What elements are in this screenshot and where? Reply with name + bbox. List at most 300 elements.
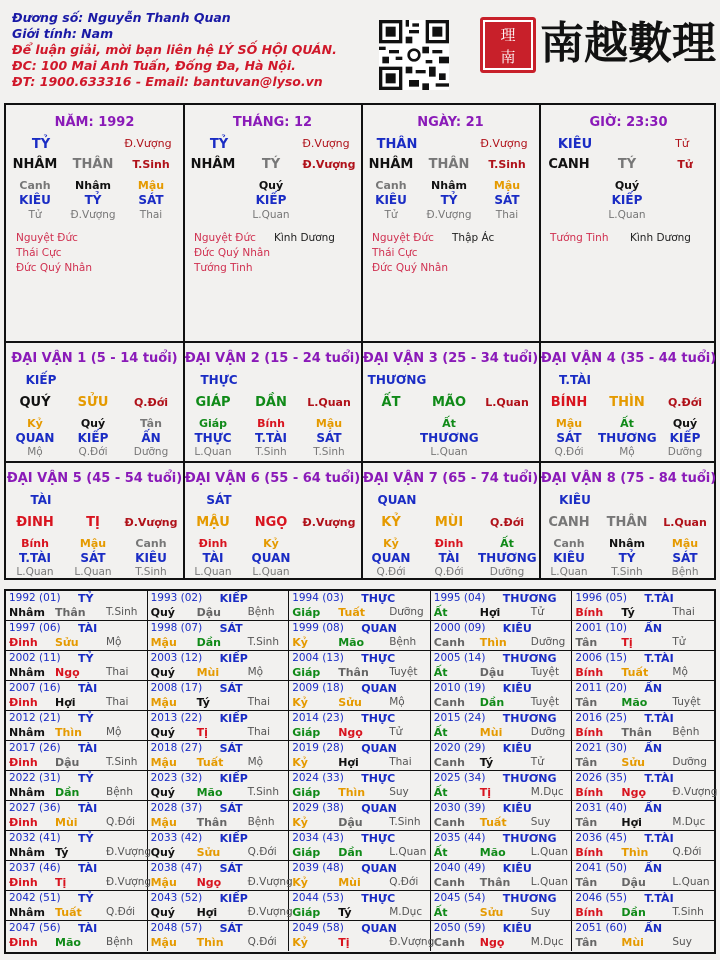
year-branch: Thìn	[479, 636, 507, 649]
hidden-state: Đ.Vượng	[426, 209, 472, 221]
year-ten-god: TỶ	[78, 652, 94, 665]
year-stem: Kỷ	[292, 816, 308, 829]
year-cell	[431, 801, 573, 831]
year-ten-god: TÀI	[78, 682, 98, 695]
hidden-ten-god: TÀI	[202, 551, 224, 565]
year-cell	[572, 771, 718, 801]
year-state: Q.Đới	[106, 906, 136, 918]
year-stem: Tân	[575, 696, 598, 709]
year-branch: Ngọ	[621, 786, 647, 799]
year-branch: Thìn	[55, 726, 82, 739]
pillar-branch: TÝ	[261, 157, 281, 172]
pillar-ten-god: TỶ	[31, 137, 51, 152]
year-ten-god: KIÊU	[502, 862, 532, 875]
year-ten-god: THƯƠNG	[502, 832, 557, 845]
year-stem: Tân	[575, 936, 598, 949]
luck-ten-god: THƯƠNG	[367, 373, 427, 387]
hidden-stem: Mậu	[79, 537, 107, 550]
year-ten-god: KIÊU	[502, 802, 532, 815]
year-stem: Tân	[575, 756, 598, 769]
year-stem: Bính	[575, 666, 604, 679]
star-auspicious: Đức Quý Nhân	[194, 247, 270, 259]
year-label: 2024 (33)	[292, 772, 344, 784]
hidden-state: Q.Đới	[554, 446, 584, 458]
year-cell	[431, 771, 573, 801]
hidden-stem: Mậu	[137, 179, 165, 192]
year-state: Bệnh	[672, 726, 700, 738]
year-cell	[431, 591, 573, 621]
year-stem: Bính	[575, 606, 604, 619]
year-cell	[289, 741, 431, 771]
year-branch: Sửu	[55, 636, 79, 649]
pillar-branch-state: Tử	[677, 158, 693, 171]
hidden-stem: Đinh	[434, 537, 464, 550]
year-cell	[6, 711, 148, 741]
year-state: Mộ	[106, 636, 122, 648]
year-stem: Nhâm	[9, 726, 45, 739]
pillar-cell	[184, 105, 361, 341]
hidden-stem: Quý	[614, 179, 640, 192]
luck-branch: NGỌ	[254, 515, 288, 530]
luck-state: L.Quan	[307, 396, 351, 409]
year-cell	[431, 621, 573, 651]
year-label: 2032 (41)	[9, 832, 61, 844]
hidden-ten-god: TỶ	[84, 193, 102, 207]
year-label: 2045 (54)	[433, 892, 486, 904]
year-label: 2048 (57)	[150, 922, 203, 934]
year-state: T.Sinh	[106, 756, 138, 768]
year-stem: Bính	[575, 846, 604, 859]
year-stem: Kỷ	[292, 636, 308, 649]
year-state: Dưỡng	[672, 756, 707, 768]
year-ten-god: SÁT	[219, 862, 243, 875]
year-cell	[148, 801, 290, 831]
year-state: Tử	[672, 636, 686, 648]
hidden-state: Đ.Vượng	[70, 209, 116, 221]
hidden-state: Mộ	[619, 446, 635, 458]
hidden-stem: Bính	[21, 537, 49, 550]
hidden-ten-god: KIẾP	[255, 193, 287, 207]
table-row	[6, 741, 714, 771]
year-state: Mộ	[672, 666, 688, 678]
year-state: Tử	[389, 726, 403, 738]
year-stem: Mậu	[150, 816, 177, 829]
year-stem: Quý	[150, 906, 175, 919]
year-cell	[572, 711, 714, 741]
luck-pillar-title: ĐẠI VẬN 7 (65 - 74 tuổi)	[362, 471, 539, 486]
year-cell	[148, 831, 290, 861]
luck-pillar-cell	[362, 343, 539, 461]
year-ten-god: ẤN	[644, 622, 663, 635]
year-state: T.Sinh	[389, 816, 421, 828]
year-label: 2001 (10)	[575, 622, 628, 634]
year-cell	[431, 921, 573, 951]
pillar-branch: THÂN	[72, 157, 114, 172]
hidden-ten-god: KIẾP	[611, 193, 643, 207]
year-ten-god: QUAN	[361, 742, 397, 755]
year-cell	[148, 621, 290, 651]
year-branch: Tị	[55, 876, 67, 889]
year-branch: Tuất	[479, 816, 507, 829]
year-ten-god: KIẾP	[219, 652, 248, 665]
year-cell	[6, 891, 148, 921]
luck-pillar-cell	[540, 343, 717, 461]
year-label: 2007 (16)	[9, 682, 61, 694]
year-stem: Tân	[575, 876, 598, 889]
year-state: T.Sinh	[106, 606, 138, 618]
year-stem: Ất	[433, 666, 448, 679]
year-cell	[431, 651, 573, 681]
year-state: M.Dục	[530, 786, 564, 798]
logo-char: 南	[540, 18, 584, 69]
year-ten-god: THỰC	[361, 712, 396, 725]
pillar-cell	[362, 105, 539, 341]
year-cell	[148, 891, 293, 921]
logo-char: 理	[672, 18, 716, 69]
year-stem: Quý	[150, 846, 175, 859]
year-stem: Canh	[433, 876, 465, 889]
year-ten-god: TÀI	[78, 922, 98, 935]
svg-text:南: 南	[500, 48, 516, 66]
year-ten-god: THỰC	[361, 652, 396, 665]
pillar-title: NĂM: 1992	[54, 115, 135, 130]
year-stem: Kỷ	[292, 756, 308, 769]
year-state: Suy	[530, 816, 551, 828]
hidden-ten-god: THƯƠNG	[598, 431, 657, 445]
hidden-ten-god: SÁT	[80, 551, 106, 565]
year-branch: Thân	[55, 606, 86, 619]
hidden-ten-god: KIÊU	[553, 551, 585, 565]
year-branch: Tuất	[196, 756, 224, 769]
year-label: 2006 (15)	[575, 652, 628, 664]
year-stem: Đinh	[9, 636, 38, 649]
year-label: 2020 (29)	[433, 742, 486, 754]
year-cell	[572, 651, 714, 681]
year-stem: Giáp	[292, 846, 321, 859]
hidden-stem: Bính	[257, 417, 285, 430]
year-ten-god: QUAN	[361, 622, 397, 635]
year-cell	[431, 741, 573, 771]
year-ten-god: THƯƠNG	[502, 712, 557, 725]
hidden-ten-god: T.TÀI	[255, 431, 287, 445]
qr-code-icon	[379, 20, 449, 90]
luck-pillar-title: ĐẠI VẬN 5 (45 - 54 tuổi)	[6, 471, 183, 486]
year-branch: Mão	[55, 936, 81, 949]
year-state: Tuyệt	[530, 696, 560, 708]
pillar-ten-god: TỶ	[209, 137, 229, 152]
year-label: 2036 (45)	[575, 832, 628, 844]
hidden-stem: Canh	[19, 179, 51, 192]
year-ten-god: THƯƠNG	[502, 892, 557, 905]
table-row	[6, 831, 714, 861]
year-stem: Giáp	[292, 606, 321, 619]
year-branch: Sửu	[338, 696, 362, 709]
luck-stem: BÍNH	[550, 395, 588, 410]
svg-text:理: 理	[500, 26, 516, 44]
hidden-state: Tử	[28, 209, 42, 221]
year-label: 2041 (50)	[575, 862, 628, 874]
year-stem: Ất	[433, 906, 448, 919]
luck-branch: THÂN	[606, 515, 648, 530]
hidden-ten-god: TỶ	[440, 193, 458, 207]
year-label: 2022 (31)	[9, 772, 61, 784]
year-stem: Nhâm	[9, 846, 45, 859]
year-cell	[6, 621, 148, 651]
year-state: Đ.Vượng	[672, 786, 718, 798]
table-row	[6, 921, 714, 951]
hidden-ten-god: KIÊU	[375, 193, 407, 207]
year-stem: Kỷ	[292, 696, 308, 709]
year-stem: Giáp	[292, 786, 321, 799]
year-cell	[289, 861, 431, 891]
hidden-state: Q.Đới	[78, 446, 108, 458]
pillar-branch-state: Đ.Vượng	[302, 158, 356, 171]
year-ten-god: ẤN	[644, 742, 663, 755]
year-state: M.Dục	[672, 816, 706, 828]
year-label: 2035 (44)	[433, 832, 486, 844]
year-ten-god: ẤN	[644, 922, 663, 935]
year-state: Tử	[530, 606, 544, 618]
year-state: Suy	[389, 786, 409, 798]
year-cell	[289, 621, 431, 651]
hidden-ten-god: QUAN	[371, 551, 411, 565]
hidden-ten-god: QUAN	[15, 431, 55, 445]
year-branch: Sửu	[196, 846, 221, 859]
year-label: 2026 (35)	[575, 772, 628, 784]
year-stem: Bính	[575, 726, 604, 739]
table-row	[6, 801, 714, 831]
year-state: Suy	[530, 906, 551, 918]
year-state: Tử	[530, 756, 544, 768]
year-state: Dưỡng	[530, 636, 566, 648]
year-stem: Mậu	[150, 636, 177, 649]
year-state: T.Sinh	[672, 906, 704, 918]
year-cell	[148, 921, 290, 951]
year-cell	[148, 861, 293, 891]
year-state: Bệnh	[106, 936, 133, 948]
hidden-state: L.Quan	[252, 209, 290, 221]
year-state: Thai	[672, 606, 695, 618]
year-cell	[431, 891, 573, 921]
table-row	[6, 711, 714, 741]
year-stem: Giáp	[292, 906, 321, 919]
year-branch: Tuất	[338, 606, 365, 619]
year-cell	[572, 921, 714, 951]
star-auspicious: Tướng Tinh	[194, 262, 253, 274]
luck-pillar-cell	[6, 463, 183, 581]
year-state: Thai	[106, 696, 129, 708]
year-cell	[289, 711, 431, 741]
luck-state: L.Quan	[485, 396, 529, 409]
year-ten-god: QUAN	[361, 862, 397, 875]
luck-pillar-title: ĐẠI VẬN 3 (25 - 34 tuổi)	[362, 351, 539, 366]
star-auspicious: Nguyệt Đức	[372, 232, 434, 244]
year-stem: Bính	[575, 906, 604, 919]
year-label: 2014 (23)	[292, 712, 344, 724]
year-label: 1994 (03)	[292, 592, 344, 604]
hidden-ten-god: T.TÀI	[19, 551, 51, 565]
year-label: 2037 (46)	[9, 862, 61, 874]
year-label: 2046 (55)	[575, 892, 628, 904]
year-cell	[6, 741, 148, 771]
table-row	[6, 861, 714, 891]
year-cell	[6, 861, 152, 891]
year-stem: Kỷ	[292, 936, 308, 949]
year-state: Mộ	[247, 756, 264, 768]
year-cell	[289, 591, 431, 621]
year-cell	[572, 591, 714, 621]
pillar-ten-god: KIÊU	[557, 137, 593, 152]
luck-ten-god: TÀI	[30, 493, 52, 507]
year-label: 1996 (05)	[575, 592, 628, 604]
year-state: M.Dục	[389, 906, 423, 918]
hidden-stem: Nhâm	[75, 179, 111, 192]
hidden-state: Tử	[384, 209, 398, 221]
year-stem: Đinh	[9, 756, 38, 769]
year-branch: Ngọ	[338, 726, 363, 739]
year-branch: Dậu	[55, 756, 80, 769]
gender: Giới tính: Nam	[12, 26, 114, 41]
pillar-stem-state: Đ.Vượng	[124, 137, 172, 150]
year-stem: Mậu	[150, 876, 177, 889]
year-stem: Bính	[575, 786, 604, 799]
pillar-branch-state: T.Sinh	[488, 158, 526, 171]
year-state: Suy	[672, 936, 692, 948]
year-state: Thai	[106, 666, 129, 678]
hidden-state: L.Quan	[430, 446, 468, 458]
year-state: Bệnh	[247, 606, 275, 618]
hidden-state: L.Quan	[16, 566, 54, 578]
year-state: Dưỡng	[530, 726, 566, 738]
year-cell	[148, 651, 290, 681]
pillar-title: GIỜ: 23:30	[589, 115, 668, 130]
luck-ten-god: T.TÀI	[559, 373, 591, 387]
luck-state: L.Quan	[663, 516, 707, 529]
year-label: 1993 (02)	[150, 592, 203, 604]
hidden-ten-god: SÁT	[672, 551, 698, 565]
year-branch: Thân	[479, 876, 511, 889]
star-auspicious: Thái Cực	[16, 247, 62, 259]
year-label: 2016 (25)	[575, 712, 628, 724]
year-stem: Quý	[150, 666, 175, 679]
phone-email: ĐT: 1900.633316 - Email: bantuvan@lyso.vn	[12, 74, 323, 89]
year-label: 2038 (47)	[150, 862, 203, 874]
year-branch: Dần	[196, 636, 221, 649]
year-label: 2025 (34)	[433, 772, 486, 784]
year-ten-god: KIÊU	[502, 922, 532, 935]
year-cell	[572, 831, 714, 861]
year-label: 2002 (11)	[9, 652, 61, 664]
year-ten-god: ẤN	[644, 682, 663, 695]
year-stem: Nhâm	[9, 906, 45, 919]
luck-branch: DẦN	[255, 395, 287, 410]
year-stem: Tân	[575, 636, 598, 649]
year-branch: Mão	[338, 636, 365, 649]
year-cell	[289, 891, 431, 921]
year-cell	[572, 891, 714, 921]
year-ten-god: T.TÀI	[644, 592, 674, 605]
year-branch: Dậu	[338, 816, 363, 829]
annual-table	[4, 589, 716, 954]
year-ten-god: TÀI	[78, 802, 98, 815]
pillar-stem-state: Đ.Vượng	[302, 137, 350, 150]
year-branch: Mão	[621, 696, 648, 709]
year-label: 2021 (30)	[575, 742, 628, 754]
hidden-stem: Canh	[375, 179, 407, 192]
year-cell	[148, 741, 290, 771]
table-row	[6, 681, 714, 711]
year-label: 2010 (19)	[433, 682, 486, 694]
hidden-ten-god: KIẾP	[669, 431, 701, 445]
hidden-stem: Canh	[553, 537, 585, 550]
luck-branch: THÌN	[609, 395, 645, 410]
year-ten-god: SÁT	[219, 802, 243, 815]
hidden-stem: Giáp	[198, 417, 228, 430]
hidden-state: L.Quan	[194, 566, 232, 578]
year-state: Bệnh	[389, 636, 417, 648]
year-branch: Mùi	[55, 816, 78, 829]
year-cell	[572, 681, 714, 711]
year-cell	[572, 801, 714, 831]
pillar-cell	[540, 105, 717, 341]
luck-stem: QUÝ	[19, 395, 51, 410]
year-state: M.Dục	[530, 936, 564, 948]
year-state: Q.Đới	[389, 876, 419, 888]
year-cell	[289, 831, 431, 861]
year-label: 2019 (28)	[292, 742, 344, 754]
year-ten-god: SÁT	[219, 682, 243, 695]
hidden-stem: Đinh	[198, 537, 228, 550]
hidden-state: Q.Đới	[434, 566, 464, 578]
year-cell	[148, 711, 290, 741]
year-state: Tuyệt	[672, 696, 701, 708]
hidden-stem: Quý	[258, 179, 284, 192]
year-branch: Thân	[621, 726, 652, 739]
table-row	[6, 771, 718, 801]
year-branch: Dậu	[479, 666, 505, 679]
year-state: L.Quan	[530, 846, 568, 858]
hidden-stem: Kỷ	[383, 537, 399, 550]
year-stem: Ất	[433, 846, 448, 859]
hidden-stem: Mậu	[493, 179, 521, 192]
year-label: 2015 (24)	[433, 712, 486, 724]
header-info	[12, 10, 372, 90]
pillar-stem: NHÂM	[368, 157, 414, 172]
year-branch: Mão	[479, 846, 506, 859]
year-stem: Ất	[433, 606, 448, 619]
year-state: Thai	[247, 696, 271, 708]
year-ten-god: TỶ	[78, 592, 94, 605]
star-auspicious: Đức Quý Nhân	[16, 262, 92, 274]
year-ten-god: THỰC	[361, 592, 396, 605]
luck-stem: GIÁP	[195, 395, 231, 410]
luck-pillar-title: ĐẠI VẬN 8 (75 - 84 tuổi)	[540, 471, 717, 486]
luck-pillar-cell	[6, 343, 183, 461]
year-label: 2047 (56)	[9, 922, 61, 934]
year-label: 2040 (49)	[433, 862, 486, 874]
luck-pillar-cell	[540, 463, 717, 581]
year-cell	[289, 681, 431, 711]
hidden-ten-god: KIÊU	[19, 193, 51, 207]
year-state: Đ.Vượng	[106, 876, 152, 888]
year-label: 2039 (48)	[292, 862, 344, 874]
year-ten-god: T.TÀI	[644, 652, 674, 665]
year-label: 2013 (22)	[150, 712, 203, 724]
hidden-stem: Mậu	[315, 417, 343, 430]
star-auspicious: Đức Quý Nhân	[372, 262, 448, 274]
year-label: 2003 (12)	[150, 652, 203, 664]
year-stem: Kỷ	[292, 876, 308, 889]
